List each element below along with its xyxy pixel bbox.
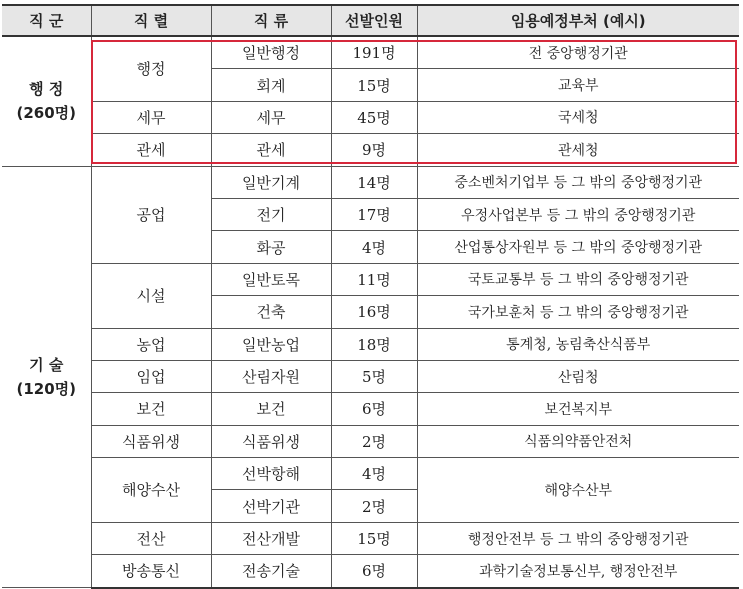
- dept-cell: 과학기술정보통신부, 행정안전부: [417, 555, 739, 588]
- count-cell: 45명: [331, 101, 417, 133]
- table-row: [2, 522, 739, 554]
- series-cell: 전산: [91, 522, 211, 554]
- group-cell-tech: [2, 166, 91, 588]
- table-row: [2, 393, 739, 425]
- type-cell: 관세: [211, 134, 331, 166]
- header-count: 선발인원: [331, 5, 417, 36]
- count-cell: 4명: [331, 231, 417, 263]
- type-cell: 산림자원: [211, 360, 331, 392]
- count-cell: 17명: [331, 198, 417, 230]
- table-row: [2, 360, 739, 392]
- table-row: [2, 166, 739, 198]
- type-cell: 전기: [211, 198, 331, 230]
- table-row: [2, 555, 739, 588]
- type-cell: 회계: [211, 69, 331, 101]
- series-cell: 세무: [91, 101, 211, 133]
- count-cell: 15명: [331, 69, 417, 101]
- type-cell: 건축: [211, 296, 331, 328]
- table-row: [2, 458, 739, 490]
- type-cell: 선박항해: [211, 458, 331, 490]
- series-cell: 시설: [91, 263, 211, 328]
- count-cell: 16명: [331, 296, 417, 328]
- group-cell-admin: [2, 36, 91, 166]
- count-cell: 18명: [331, 328, 417, 360]
- type-cell: 식품위생: [211, 425, 331, 457]
- group-name: 행 정: [29, 80, 64, 99]
- count-cell: 5명: [331, 360, 417, 392]
- header-row: [2, 5, 739, 36]
- table-row: [2, 263, 739, 295]
- series-cell: 공업: [91, 166, 211, 263]
- table-row: [2, 328, 739, 360]
- type-cell: 세무: [211, 101, 331, 133]
- type-cell: 일반토목: [211, 263, 331, 295]
- count-cell: 15명: [331, 522, 417, 554]
- series-cell: 보건: [91, 393, 211, 425]
- dept-cell: 교육부: [417, 69, 739, 101]
- dept-cell: 산림청: [417, 360, 739, 392]
- table-row: [2, 101, 739, 133]
- dept-cell: 관세청: [417, 134, 739, 166]
- group-total: (120명): [16, 379, 76, 398]
- count-cell: 9명: [331, 134, 417, 166]
- table-row: [2, 36, 739, 69]
- series-cell: 방송통신: [91, 555, 211, 588]
- series-cell: 식품위생: [91, 425, 211, 457]
- header-dept: 임용예정부처 (예시): [417, 5, 739, 36]
- count-cell: 191명: [331, 36, 417, 69]
- count-cell: 2명: [331, 425, 417, 457]
- count-cell: 14명: [331, 166, 417, 198]
- type-cell: 선박기관: [211, 490, 331, 522]
- series-cell: 관세: [91, 134, 211, 166]
- type-cell: 전송기술: [211, 555, 331, 588]
- table-row: [2, 425, 739, 457]
- type-cell: 일반농업: [211, 328, 331, 360]
- type-cell: 전산개발: [211, 522, 331, 554]
- header-series: 직 렬: [91, 5, 211, 36]
- count-cell: 4명: [331, 458, 417, 490]
- count-cell: 6명: [331, 555, 417, 588]
- recruitment-table-container: [2, 4, 739, 589]
- dept-cell: 국가보훈처 등 그 밖의 중앙행정기관: [417, 296, 739, 328]
- type-cell: 일반기계: [211, 166, 331, 198]
- type-cell: 일반행정: [211, 36, 331, 69]
- dept-cell: 보건복지부: [417, 393, 739, 425]
- dept-cell: 해양수산부: [417, 458, 739, 523]
- group-total: (260명): [16, 104, 76, 123]
- series-cell: 해양수산: [91, 458, 211, 523]
- type-cell: 보건: [211, 393, 331, 425]
- dept-cell: 중소벤처기업부 등 그 밖의 중앙행정기관: [417, 166, 739, 198]
- dept-cell: 국토교통부 등 그 밖의 중앙행정기관: [417, 263, 739, 295]
- table-row: [2, 134, 739, 166]
- dept-cell: 행정안전부 등 그 밖의 중앙행정기관: [417, 522, 739, 554]
- series-cell: 농업: [91, 328, 211, 360]
- dept-cell: 국세청: [417, 101, 739, 133]
- header-type: 직 류: [211, 5, 331, 36]
- dept-cell: 산업통상자원부 등 그 밖의 중앙행정기관: [417, 231, 739, 263]
- series-cell: 임업: [91, 360, 211, 392]
- type-cell: 화공: [211, 231, 331, 263]
- count-cell: 6명: [331, 393, 417, 425]
- recruitment-table: [2, 4, 739, 589]
- dept-cell: 전 중앙행정기관: [417, 36, 739, 69]
- dept-cell: 우정사업본부 등 그 밖의 중앙행정기관: [417, 198, 739, 230]
- header-group: 직 군: [2, 5, 91, 36]
- group-name: 기 술: [29, 355, 64, 374]
- dept-cell: 식품의약품안전처: [417, 425, 739, 457]
- dept-cell: 통계청, 농림축산식품부: [417, 328, 739, 360]
- count-cell: 2명: [331, 490, 417, 522]
- series-cell: 행정: [91, 36, 211, 101]
- count-cell: 11명: [331, 263, 417, 295]
